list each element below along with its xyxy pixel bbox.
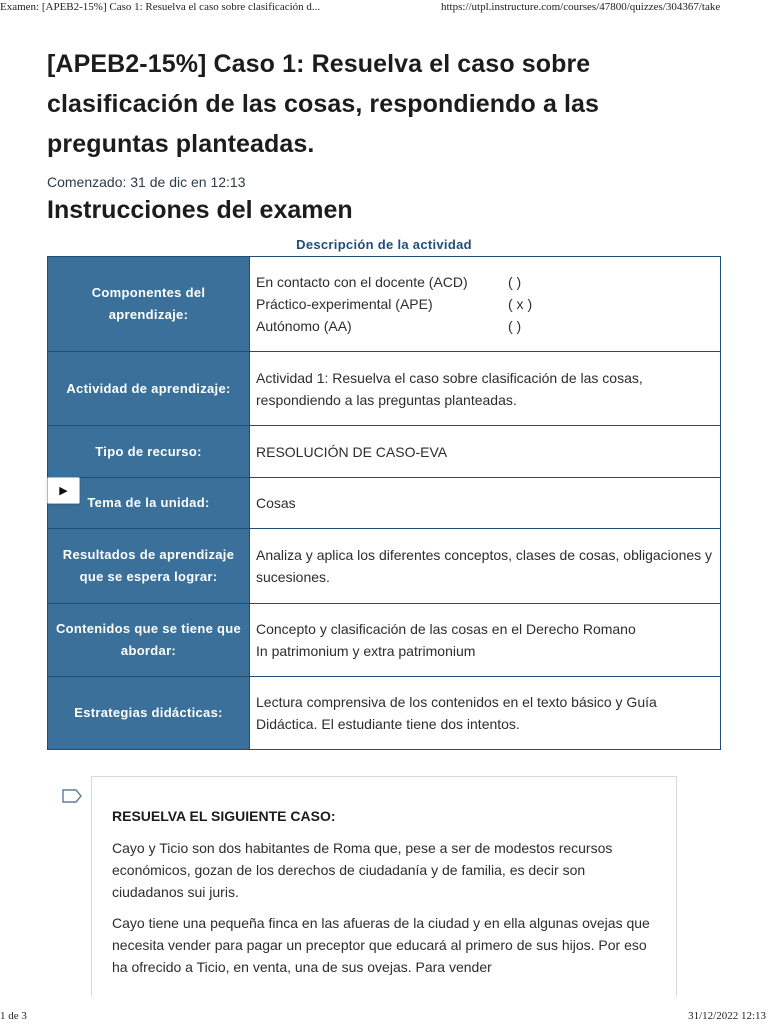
question-paragraph: Cayo y Ticio son dos habitantes de Roma que, pese a ser de modestos recursos económicos, gozan de los derechos de ciudadanía y de familia, es decir son ciudadanos sui juris. — [112, 840, 613, 900]
row-label: Contenidos que se tiene que abordar: — [48, 604, 250, 677]
page-number: 1 de 3 — [0, 1010, 27, 1022]
row-label: Actividad de aprendizaje: — [48, 352, 250, 426]
activity-description-table — [47, 256, 721, 750]
table-row — [48, 604, 721, 677]
row-label: Resultados de aprendizaje que se espera lograr: — [48, 529, 250, 604]
table-row — [48, 352, 721, 426]
row-value: Lectura comprensiva de los contenidos en el texto básico y Guía Didáctica. El estudiante tiene dos intentos. — [250, 677, 721, 750]
component-option: En contacto con el docente (ACD) ( ) — [256, 274, 522, 290]
question-card — [91, 776, 677, 996]
component-option: Práctico-experimental (APE) ( x ) — [256, 296, 533, 312]
row-value: RESOLUCIÓN DE CASO-EVA — [250, 426, 721, 478]
quiz-header — [47, 44, 727, 225]
table-row — [48, 257, 721, 352]
print-datetime: 31/12/2022 12:13 — [688, 1010, 766, 1022]
table-caption: Descripción de la actividad — [296, 237, 472, 252]
row-label: Estrategias didácticas: — [48, 677, 250, 750]
row-value: Analiza y aplica los diferentes conceptos, clases de cosas, obligaciones y sucesiones. — [250, 529, 721, 604]
table-row — [48, 426, 721, 478]
play-icon: ▶ — [59, 485, 68, 497]
row-value: Actividad 1: Resuelva el caso sobre clasificación de las cosas, respondiendo a las preguntas planteadas. — [250, 352, 721, 426]
row-label: Componentes del aprendizaje: — [48, 257, 250, 352]
row-value: Cosas — [250, 478, 721, 529]
print-page-title: Examen: [APEB2-15%] Caso 1: Resuelva el caso sobre clasificación d... — [0, 1, 321, 13]
row-label: Tema de la unidad: — [48, 478, 250, 529]
bookmark-flag-icon[interactable] — [62, 789, 82, 803]
table-row — [48, 529, 721, 604]
question-text — [112, 805, 660, 987]
page-title: [APEB2-15%] Caso 1: Resuelva el caso sobre clasificación de las cosas, respondiendo a las preguntas planteadas. — [47, 50, 600, 158]
content-line: Concepto y clasificación de las cosas en el Derecho Romano — [256, 621, 636, 637]
play-button[interactable] — [47, 477, 80, 504]
row-value — [250, 257, 721, 352]
print-url[interactable]: https://utpl.instructure.com/courses/47800/quizzes/304367/take — [441, 1, 721, 13]
table-row — [48, 677, 721, 750]
question-paragraph: Cayo tiene una pequeña finca en las afueras de la ciudad y en ella algunas ovejas que necesita vender para pagar un preceptor que educará al primero de sus hijos. Por eso ha ofrecido a Ticio, en venta, una de sus ovejas. Para vender — [112, 915, 650, 975]
row-value — [250, 604, 721, 677]
instructions-heading: Instrucciones del examen — [47, 196, 353, 224]
print-footer — [0, 1010, 768, 1024]
row-label: Tipo de recurso: — [48, 426, 250, 478]
quiz-started-time: Comenzado: 31 de dic en 12:13 — [47, 174, 246, 190]
print-header — [0, 0, 768, 16]
table-row — [48, 478, 721, 529]
content-line: In patrimonium y extra patrimonium — [256, 643, 476, 659]
component-option: Autónomo (AA) ( ) — [256, 318, 522, 334]
question-heading: RESUELVA EL SIGUIENTE CASO: — [112, 808, 336, 824]
